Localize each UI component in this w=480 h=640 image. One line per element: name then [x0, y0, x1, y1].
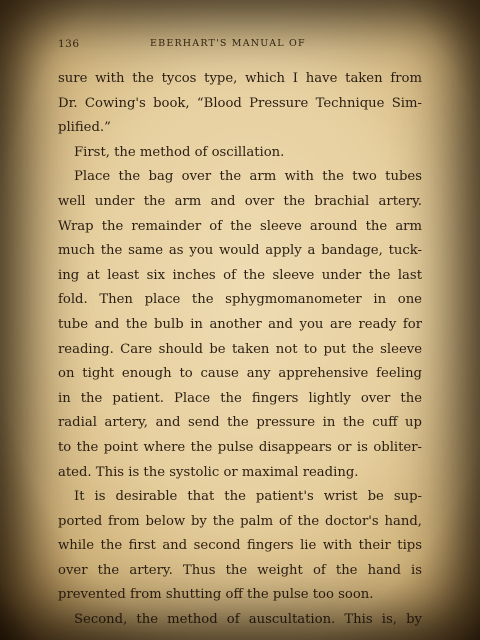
text-line: much the same as you would apply a bandage, tuck- — [58, 243, 422, 259]
text-line: while the first and second fingers lie with their tips — [58, 538, 422, 554]
text-line: ported from below by the palm of the doctor's hand, — [58, 513, 422, 529]
text-line: Second, the method of auscultation. This is, by — [74, 612, 422, 628]
page-number: 136 — [58, 38, 80, 50]
text-line: Dr. Cowing's book, “Blood Pressure Technique Sim- — [58, 95, 422, 111]
text-line: to the point where the pulse disappears or is obliter- — [58, 439, 422, 455]
text-line: Place the bag over the arm with the two tubes — [74, 169, 422, 185]
text-line: Wrap the remainder of the sleeve around the arm — [58, 218, 422, 234]
text-line: ated. This is the systolic or maximal reading. — [58, 464, 359, 480]
page-header — [58, 38, 424, 54]
text-line: ing at least six inches of the sleeve under the last — [58, 267, 422, 283]
text-line: fold. Then place the sphygmomanometer in one — [58, 292, 422, 308]
text-line: radial artery, and send the pressure in the cuff up — [58, 415, 422, 431]
text-line: plified.” — [58, 120, 111, 136]
text-line: tube and the bulb in another and you are ready for — [58, 316, 422, 332]
text-line: reading. Care should be taken not to put the sleeve — [58, 341, 422, 357]
running-head: EBERHART'S MANUAL OF — [150, 38, 306, 49]
text-line: in the patient. Place the fingers lightly over the — [58, 390, 422, 406]
text-line: well under the arm and over the brachial artery. — [58, 193, 422, 209]
text-line: It is desirable that the patient's wrist be sup- — [74, 489, 422, 505]
text-line: prevented from shutting off the pulse too soon. — [58, 587, 374, 603]
text-line: on tight enough to cause any apprehensive feeling — [58, 366, 422, 382]
text-line: over the artery. Thus the weight of the hand is — [58, 562, 422, 578]
body-text — [58, 67, 422, 633]
text-line: First, the method of oscillation. — [74, 144, 285, 160]
text-line: sure with the tycos type, which I have taken from — [58, 71, 422, 86]
